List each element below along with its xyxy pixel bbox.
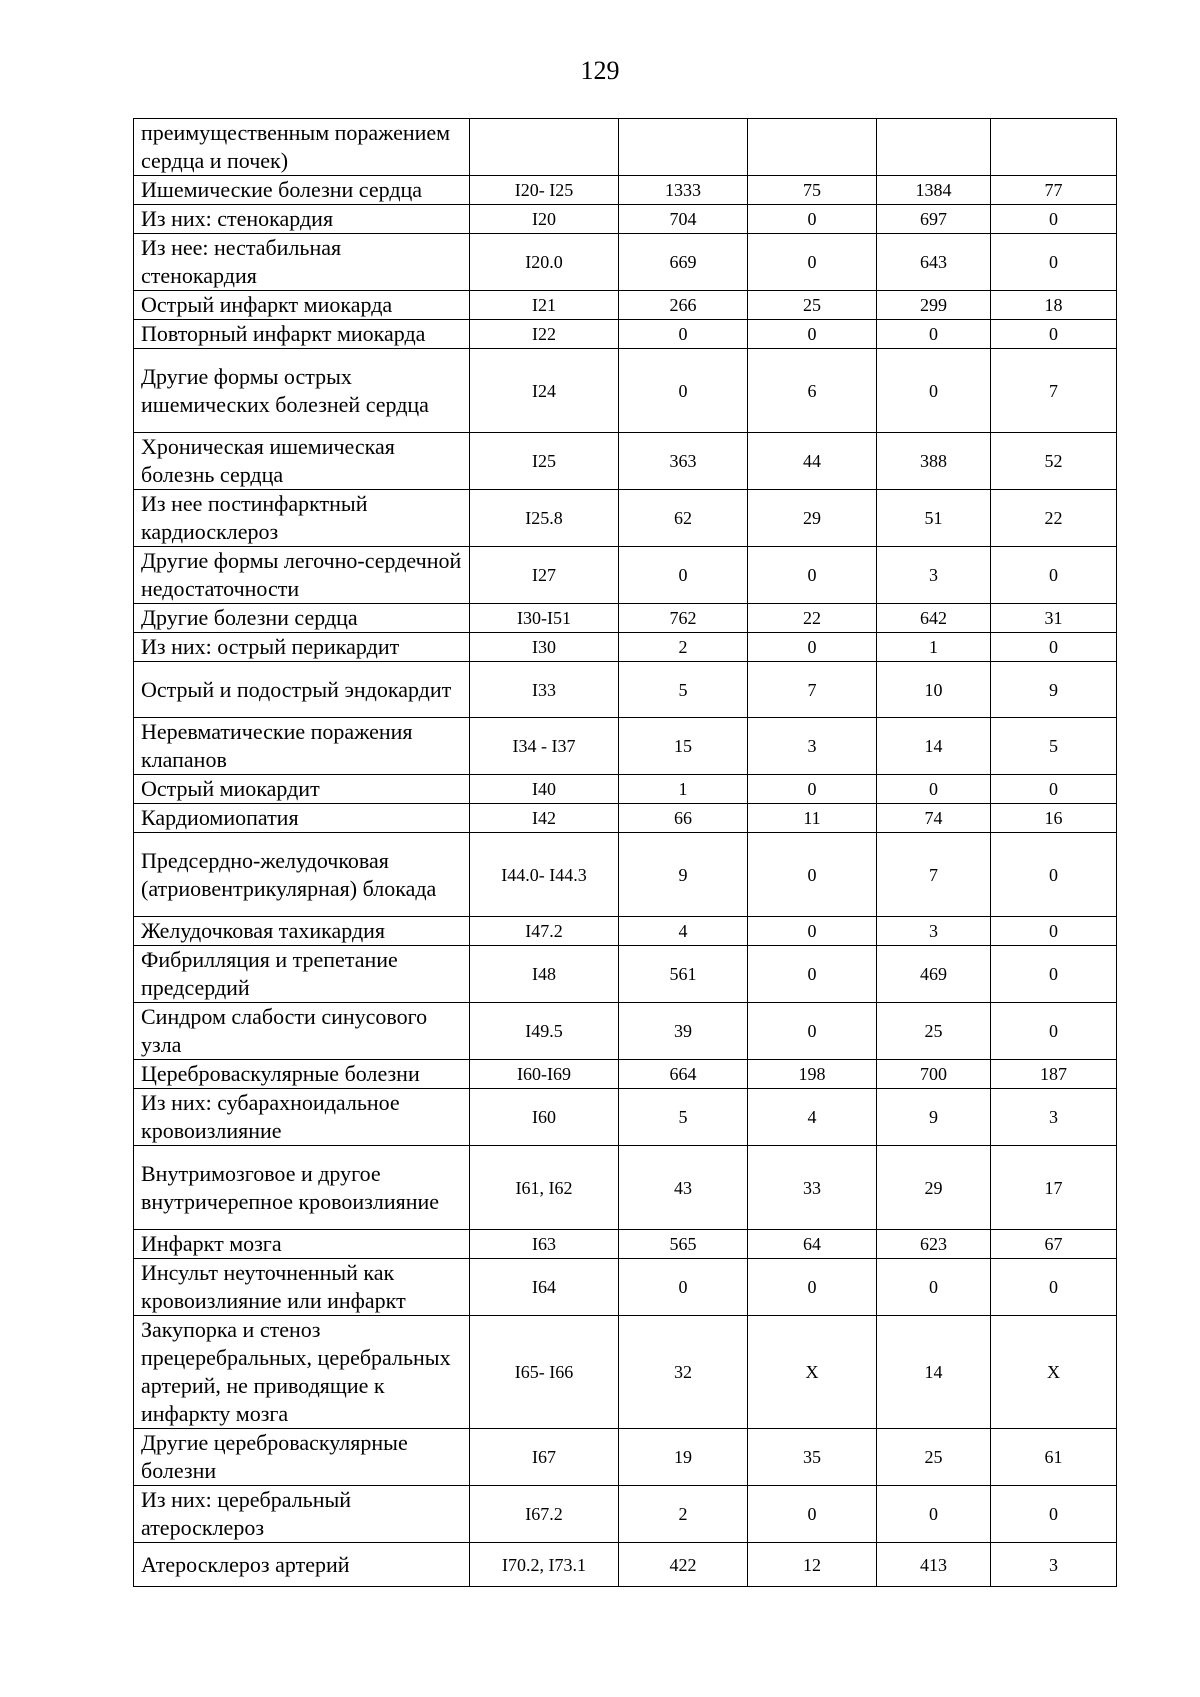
table-row bbox=[134, 490, 1117, 547]
value-cell-2: 33 bbox=[748, 1146, 877, 1230]
value-cell-2: 0 bbox=[748, 1486, 877, 1543]
value-cell-2: 64 bbox=[748, 1230, 877, 1259]
value-cell-2: 0 bbox=[748, 917, 877, 946]
icd-code-cell: I65- I66 bbox=[470, 1316, 619, 1429]
table-row bbox=[134, 1089, 1117, 1146]
value-cell-3: 9 bbox=[877, 1089, 991, 1146]
value-cell-3: 700 bbox=[877, 1060, 991, 1089]
disease-name-cell: Другие формы легочно-сердечной недостаточности bbox=[134, 547, 470, 604]
disease-name-cell: Из них: церебральный атеросклероз bbox=[134, 1486, 470, 1543]
disease-name-cell: Атеросклероз артерий bbox=[134, 1543, 470, 1587]
icd-code-cell: I25.8 bbox=[470, 490, 619, 547]
table-row bbox=[134, 433, 1117, 490]
disease-name-cell: Повторный инфаркт миокарда bbox=[134, 320, 470, 349]
table-row bbox=[134, 1486, 1117, 1543]
value-cell-1: 15 bbox=[619, 718, 748, 775]
value-cell-1: 66 bbox=[619, 804, 748, 833]
value-cell-3: 14 bbox=[877, 1316, 991, 1429]
table-row bbox=[134, 1060, 1117, 1089]
value-cell-2: 0 bbox=[748, 320, 877, 349]
value-cell-1 bbox=[619, 119, 748, 176]
value-cell-2: 35 bbox=[748, 1429, 877, 1486]
disease-name-cell: Острый миокардит bbox=[134, 775, 470, 804]
disease-name-cell: Другие цереброваскулярные болезни bbox=[134, 1429, 470, 1486]
value-cell-3: 642 bbox=[877, 604, 991, 633]
value-cell-4: 61 bbox=[991, 1429, 1117, 1486]
value-cell-4: 22 bbox=[991, 490, 1117, 547]
value-cell-4: 17 bbox=[991, 1146, 1117, 1230]
value-cell-2: 29 bbox=[748, 490, 877, 547]
value-cell-4: 16 bbox=[991, 804, 1117, 833]
value-cell-4: 18 bbox=[991, 291, 1117, 320]
value-cell-4: 0 bbox=[991, 946, 1117, 1003]
table-row bbox=[134, 718, 1117, 775]
value-cell-1: 1333 bbox=[619, 176, 748, 205]
table-row bbox=[134, 946, 1117, 1003]
value-cell-2: 25 bbox=[748, 291, 877, 320]
value-cell-4: 0 bbox=[991, 1259, 1117, 1316]
icd-code-cell: I24 bbox=[470, 349, 619, 433]
icd-code-cell: I61, I62 bbox=[470, 1146, 619, 1230]
value-cell-2: 22 bbox=[748, 604, 877, 633]
disease-name-cell: Предсердно-желудочковая (атриовентрикулярная) блокада bbox=[134, 833, 470, 917]
table-row bbox=[134, 291, 1117, 320]
disease-name-cell: Из них: стенокардия bbox=[134, 205, 470, 234]
value-cell-3: 25 bbox=[877, 1429, 991, 1486]
value-cell-3: 623 bbox=[877, 1230, 991, 1259]
value-cell-1: 0 bbox=[619, 1259, 748, 1316]
disease-name-cell: Закупорка и стеноз прецеребральных, церебральных артерий, не приводящие к инфаркту мозга bbox=[134, 1316, 470, 1429]
table-row bbox=[134, 833, 1117, 917]
value-cell-3: 29 bbox=[877, 1146, 991, 1230]
value-cell-1: 1 bbox=[619, 775, 748, 804]
icd-code-cell: I21 bbox=[470, 291, 619, 320]
disease-name-cell: преимущественным поражением сердца и почек) bbox=[134, 119, 470, 176]
icd-code-cell: I27 bbox=[470, 547, 619, 604]
value-cell-3: 413 bbox=[877, 1543, 991, 1587]
icd-code-cell: I30 bbox=[470, 633, 619, 662]
table-row bbox=[134, 547, 1117, 604]
value-cell-4: 31 bbox=[991, 604, 1117, 633]
value-cell-1: 669 bbox=[619, 234, 748, 291]
value-cell-4: 0 bbox=[991, 833, 1117, 917]
table-row bbox=[134, 1429, 1117, 1486]
value-cell-1: 2 bbox=[619, 633, 748, 662]
table-row bbox=[134, 320, 1117, 349]
disease-name-cell: Внутримозговое и другое внутричерепное кровоизлияние bbox=[134, 1146, 470, 1230]
value-cell-3: 14 bbox=[877, 718, 991, 775]
disease-name-cell: Неревматические поражения клапанов bbox=[134, 718, 470, 775]
value-cell-2: 198 bbox=[748, 1060, 877, 1089]
value-cell-4: 9 bbox=[991, 662, 1117, 718]
icd-code-cell: I22 bbox=[470, 320, 619, 349]
icd-code-cell: I49.5 bbox=[470, 1003, 619, 1060]
value-cell-4: 3 bbox=[991, 1543, 1117, 1587]
value-cell-3: 3 bbox=[877, 547, 991, 604]
value-cell-2: 3 bbox=[748, 718, 877, 775]
value-cell-3: 697 bbox=[877, 205, 991, 234]
value-cell-2: 0 bbox=[748, 633, 877, 662]
icd-code-cell: I34 - I37 bbox=[470, 718, 619, 775]
value-cell-2: 0 bbox=[748, 775, 877, 804]
icd-code-cell: I47.2 bbox=[470, 917, 619, 946]
value-cell-1: 422 bbox=[619, 1543, 748, 1587]
value-cell-1: 0 bbox=[619, 547, 748, 604]
disease-name-cell: Другие формы острых ишемических болезней сердца bbox=[134, 349, 470, 433]
icd-code-cell: I48 bbox=[470, 946, 619, 1003]
value-cell-4: 5 bbox=[991, 718, 1117, 775]
value-cell-3: 0 bbox=[877, 320, 991, 349]
value-cell-4: 0 bbox=[991, 320, 1117, 349]
value-cell-4: 0 bbox=[991, 1486, 1117, 1543]
value-cell-3: 1384 bbox=[877, 176, 991, 205]
value-cell-2: 6 bbox=[748, 349, 877, 433]
icd-code-cell bbox=[470, 119, 619, 176]
value-cell-2: X bbox=[748, 1316, 877, 1429]
icd-code-cell: I40 bbox=[470, 775, 619, 804]
value-cell-3: 388 bbox=[877, 433, 991, 490]
disease-name-cell: Кардиомиопатия bbox=[134, 804, 470, 833]
value-cell-4: 0 bbox=[991, 234, 1117, 291]
value-cell-1: 4 bbox=[619, 917, 748, 946]
table-row bbox=[134, 1003, 1117, 1060]
value-cell-3 bbox=[877, 119, 991, 176]
icd-code-cell: I30-I51 bbox=[470, 604, 619, 633]
table-row bbox=[134, 775, 1117, 804]
value-cell-3: 51 bbox=[877, 490, 991, 547]
value-cell-1: 266 bbox=[619, 291, 748, 320]
value-cell-3: 0 bbox=[877, 349, 991, 433]
table-row bbox=[134, 1316, 1117, 1429]
value-cell-1: 39 bbox=[619, 1003, 748, 1060]
table-row bbox=[134, 1146, 1117, 1230]
table-row bbox=[134, 804, 1117, 833]
value-cell-3: 3 bbox=[877, 917, 991, 946]
value-cell-2: 0 bbox=[748, 205, 877, 234]
value-cell-1: 664 bbox=[619, 1060, 748, 1089]
table-row bbox=[134, 604, 1117, 633]
disease-name-cell: Ишемические болезни сердца bbox=[134, 176, 470, 205]
table-row bbox=[134, 119, 1117, 176]
value-cell-4 bbox=[991, 119, 1117, 176]
value-cell-4: 77 bbox=[991, 176, 1117, 205]
value-cell-3: 74 bbox=[877, 804, 991, 833]
table-row bbox=[134, 1230, 1117, 1259]
value-cell-1: 363 bbox=[619, 433, 748, 490]
value-cell-1: 0 bbox=[619, 320, 748, 349]
table-row bbox=[134, 1543, 1117, 1587]
value-cell-1: 561 bbox=[619, 946, 748, 1003]
disease-name-cell: Из нее постинфарктный кардиосклероз bbox=[134, 490, 470, 547]
table-row bbox=[134, 349, 1117, 433]
value-cell-3: 0 bbox=[877, 1259, 991, 1316]
disease-name-cell: Синдром слабости синусового узла bbox=[134, 1003, 470, 1060]
value-cell-1: 5 bbox=[619, 1089, 748, 1146]
table-row bbox=[134, 662, 1117, 718]
disease-name-cell: Из них: субарахноидальное кровоизлияние bbox=[134, 1089, 470, 1146]
value-cell-1: 0 bbox=[619, 349, 748, 433]
disease-name-cell: Острый инфаркт миокарда bbox=[134, 291, 470, 320]
value-cell-1: 5 bbox=[619, 662, 748, 718]
value-cell-4: 187 bbox=[991, 1060, 1117, 1089]
value-cell-3: 643 bbox=[877, 234, 991, 291]
disease-statistics-table bbox=[133, 118, 1117, 1587]
icd-code-cell: I25 bbox=[470, 433, 619, 490]
disease-name-cell: Острый и подострый эндокардит bbox=[134, 662, 470, 718]
table-row bbox=[134, 205, 1117, 234]
value-cell-2: 0 bbox=[748, 833, 877, 917]
value-cell-2: 4 bbox=[748, 1089, 877, 1146]
value-cell-1: 762 bbox=[619, 604, 748, 633]
table-row bbox=[134, 176, 1117, 205]
disease-name-cell: Фибрилляция и трепетание предсердий bbox=[134, 946, 470, 1003]
value-cell-2: 0 bbox=[748, 547, 877, 604]
value-cell-1: 2 bbox=[619, 1486, 748, 1543]
value-cell-2: 0 bbox=[748, 946, 877, 1003]
disease-name-cell: Хроническая ишемическая болезнь сердца bbox=[134, 433, 470, 490]
value-cell-3: 25 bbox=[877, 1003, 991, 1060]
value-cell-1: 9 bbox=[619, 833, 748, 917]
value-cell-2: 12 bbox=[748, 1543, 877, 1587]
table-row bbox=[134, 917, 1117, 946]
value-cell-3: 0 bbox=[877, 1486, 991, 1543]
value-cell-2: 0 bbox=[748, 1259, 877, 1316]
disease-name-cell: Инфаркт мозга bbox=[134, 1230, 470, 1259]
icd-code-cell: I20.0 bbox=[470, 234, 619, 291]
value-cell-2: 0 bbox=[748, 1003, 877, 1060]
value-cell-3: 0 bbox=[877, 775, 991, 804]
icd-code-cell: I60 bbox=[470, 1089, 619, 1146]
table-body bbox=[134, 119, 1117, 1587]
value-cell-4: 52 bbox=[991, 433, 1117, 490]
icd-code-cell: I64 bbox=[470, 1259, 619, 1316]
value-cell-4: 0 bbox=[991, 775, 1117, 804]
value-cell-3: 469 bbox=[877, 946, 991, 1003]
value-cell-3: 7 bbox=[877, 833, 991, 917]
icd-code-cell: I67.2 bbox=[470, 1486, 619, 1543]
page-number: 129 bbox=[580, 56, 620, 85]
value-cell-2: 44 bbox=[748, 433, 877, 490]
icd-code-cell: I63 bbox=[470, 1230, 619, 1259]
value-cell-4: 0 bbox=[991, 547, 1117, 604]
disease-name-cell: Желудочковая тахикардия bbox=[134, 917, 470, 946]
value-cell-3: 1 bbox=[877, 633, 991, 662]
icd-code-cell: I42 bbox=[470, 804, 619, 833]
value-cell-4: 0 bbox=[991, 205, 1117, 234]
value-cell-1: 62 bbox=[619, 490, 748, 547]
disease-name-cell: Из нее: нестабильная стенокардия bbox=[134, 234, 470, 291]
icd-code-cell: I44.0- I44.3 bbox=[470, 833, 619, 917]
value-cell-3: 299 bbox=[877, 291, 991, 320]
value-cell-1: 32 bbox=[619, 1316, 748, 1429]
value-cell-2: 11 bbox=[748, 804, 877, 833]
value-cell-1: 704 bbox=[619, 205, 748, 234]
value-cell-3: 10 bbox=[877, 662, 991, 718]
icd-code-cell: I20- I25 bbox=[470, 176, 619, 205]
disease-name-cell: Другие болезни сердца bbox=[134, 604, 470, 633]
value-cell-4: X bbox=[991, 1316, 1117, 1429]
table-row bbox=[134, 234, 1117, 291]
value-cell-4: 7 bbox=[991, 349, 1117, 433]
value-cell-4: 67 bbox=[991, 1230, 1117, 1259]
value-cell-4: 0 bbox=[991, 917, 1117, 946]
disease-name-cell: Из них: острый перикардит bbox=[134, 633, 470, 662]
table-row bbox=[134, 633, 1117, 662]
value-cell-4: 0 bbox=[991, 633, 1117, 662]
icd-code-cell: I70.2, I73.1 bbox=[470, 1543, 619, 1587]
table-row bbox=[134, 1259, 1117, 1316]
disease-name-cell: Инсульт неуточненный как кровоизлияние или инфаркт bbox=[134, 1259, 470, 1316]
value-cell-2: 7 bbox=[748, 662, 877, 718]
icd-code-cell: I67 bbox=[470, 1429, 619, 1486]
value-cell-1: 19 bbox=[619, 1429, 748, 1486]
value-cell-2 bbox=[748, 119, 877, 176]
disease-name-cell: Цереброваскулярные болезни bbox=[134, 1060, 470, 1089]
value-cell-1: 43 bbox=[619, 1146, 748, 1230]
value-cell-4: 3 bbox=[991, 1089, 1117, 1146]
value-cell-4: 0 bbox=[991, 1003, 1117, 1060]
value-cell-2: 75 bbox=[748, 176, 877, 205]
icd-code-cell: I20 bbox=[470, 205, 619, 234]
value-cell-2: 0 bbox=[748, 234, 877, 291]
value-cell-1: 565 bbox=[619, 1230, 748, 1259]
icd-code-cell: I60-I69 bbox=[470, 1060, 619, 1089]
icd-code-cell: I33 bbox=[470, 662, 619, 718]
